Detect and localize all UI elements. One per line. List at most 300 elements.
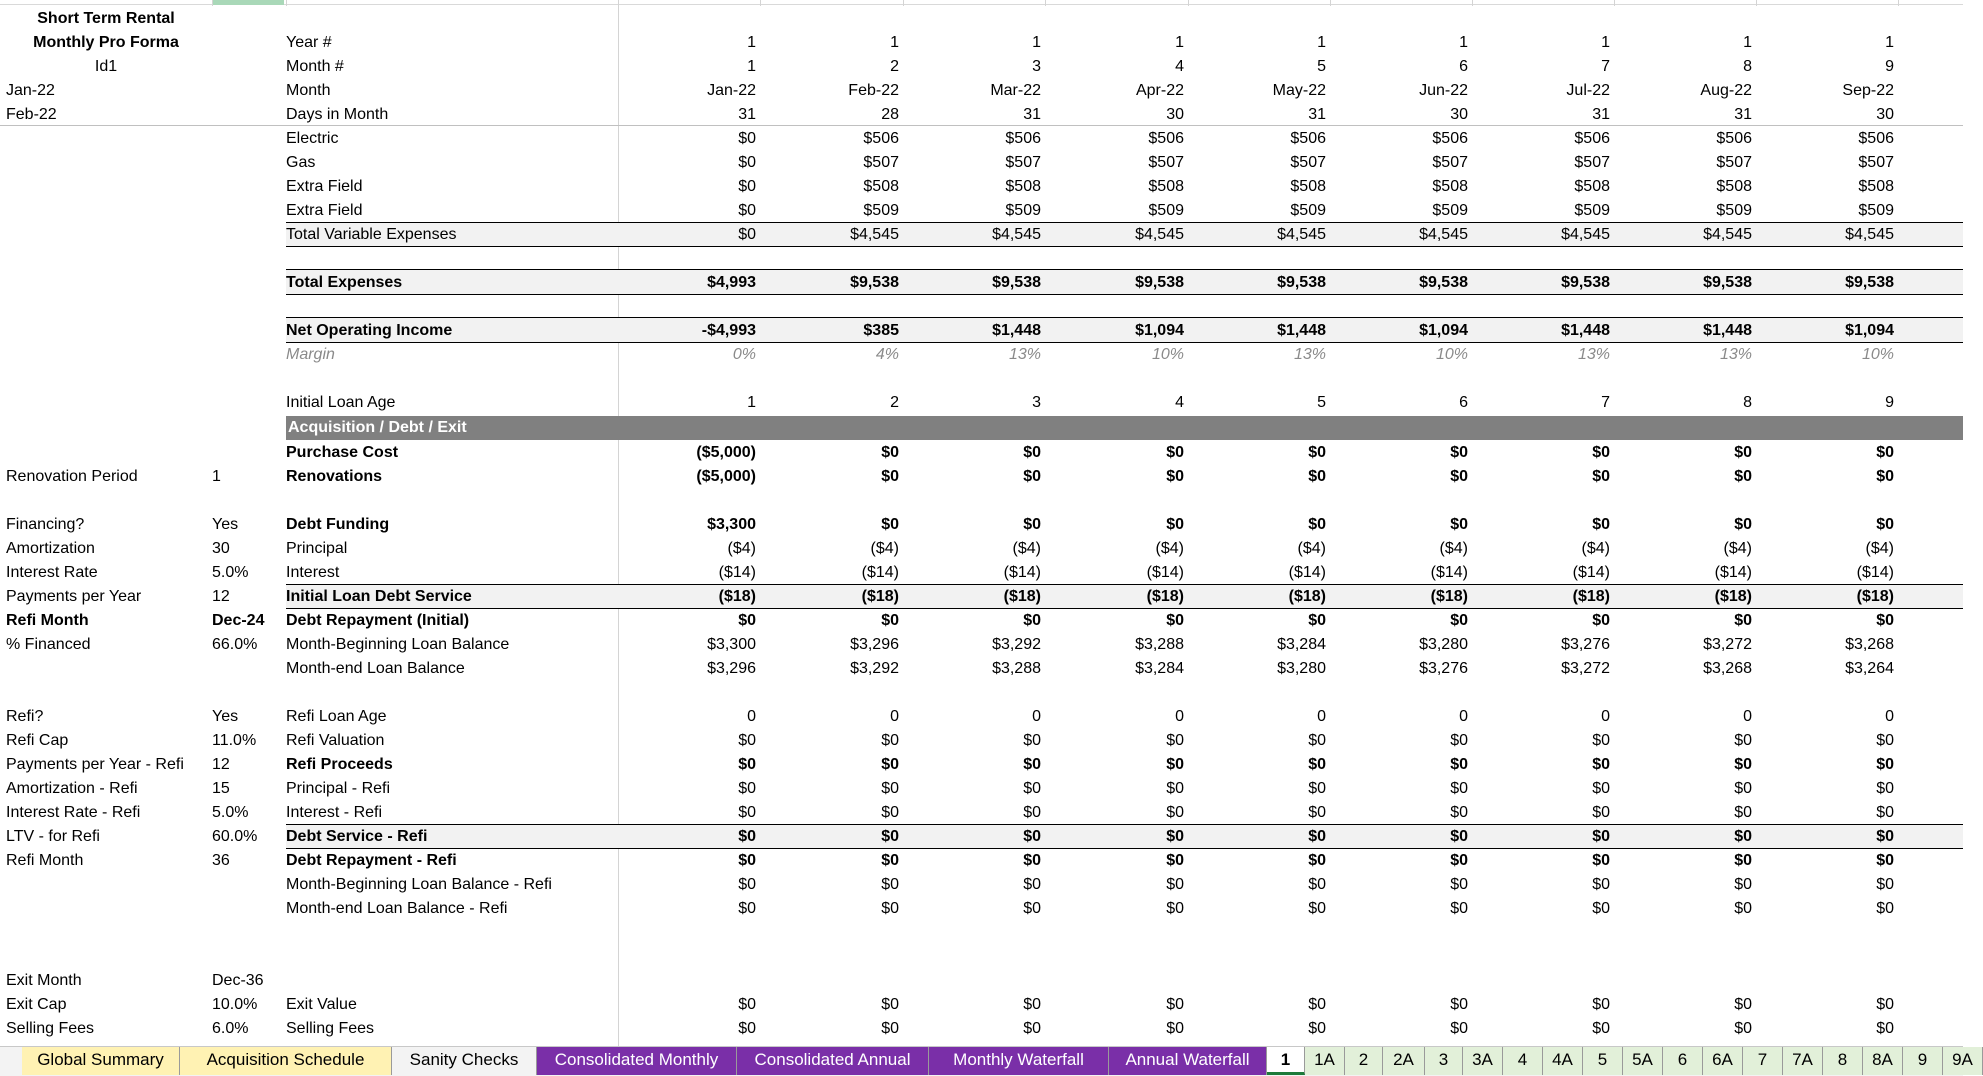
selling-fees-cell[interactable]: $0 [1308, 1020, 1326, 1037]
refi-loan-age-cell[interactable]: 0 [1743, 708, 1752, 725]
interest-refi-cell[interactable]: $0 [881, 804, 899, 821]
extra-field-2-cell[interactable]: $509 [1574, 202, 1610, 219]
debt-service-refi-cell[interactable]: $0 [1876, 828, 1894, 845]
purchase-cost-cell[interactable]: $0 [1876, 444, 1894, 461]
month-number-cell[interactable]: 1 [747, 58, 756, 75]
month-end-loan-balance-cell[interactable]: $3,280 [1277, 660, 1326, 677]
purchase-cost-cell[interactable]: $0 [881, 444, 899, 461]
margin-cell[interactable]: 13% [1008, 346, 1041, 363]
year-number-cell[interactable]: 1 [890, 34, 899, 51]
financing-value[interactable]: Yes [212, 516, 239, 533]
month-end-loan-balance-refi-cell[interactable]: $0 [1450, 900, 1468, 917]
electric-cell[interactable]: $506 [863, 130, 899, 147]
refi-valuation-cell[interactable]: $0 [1876, 732, 1894, 749]
net-operating-income-cell[interactable]: $1,094 [1135, 322, 1184, 339]
extra-field-1-cell[interactable]: $508 [1432, 178, 1468, 195]
month-beginning-loan-balance-refi-cell[interactable]: $0 [1450, 876, 1468, 893]
net-operating-income-cell[interactable]: $1,448 [1561, 322, 1610, 339]
margin-cell[interactable]: 10% [1861, 346, 1894, 363]
days-in-month-cell[interactable]: 28 [881, 106, 899, 123]
month-cell[interactable]: Mar-22 [990, 82, 1041, 99]
total-expenses-cell[interactable]: $9,538 [850, 274, 899, 291]
principal-cell[interactable]: ($4) [1865, 540, 1894, 557]
year-number-cell[interactable]: 1 [1743, 34, 1752, 51]
month-beginning-loan-balance-refi-cell[interactable]: $0 [1734, 876, 1752, 893]
month-end-loan-balance-cell[interactable]: $3,292 [850, 660, 899, 677]
month-beginning-loan-balance-refi-cell[interactable]: $0 [738, 876, 756, 893]
refi-month-value[interactable]: Dec-24 [212, 612, 265, 629]
refi-month-2-value[interactable]: 36 [212, 852, 230, 869]
total-variable-expenses-cell[interactable]: $4,545 [992, 226, 1041, 243]
sheet-tab-global-summary[interactable]: Global Summary [22, 1047, 180, 1075]
month-beginning-loan-balance-cell[interactable]: $3,276 [1561, 636, 1610, 653]
exit-value-cell[interactable]: $0 [881, 996, 899, 1013]
refi-loan-age-cell[interactable]: 0 [1317, 708, 1326, 725]
interest-refi-cell[interactable]: $0 [1166, 804, 1184, 821]
exit-month-value[interactable]: Dec-36 [212, 972, 264, 989]
extra-field-2-cell[interactable]: $509 [1432, 202, 1468, 219]
initial-loan-age-cell[interactable]: 2 [890, 394, 899, 411]
refi-proceeds-cell[interactable]: $0 [1876, 756, 1894, 773]
initial-loan-debt-service-cell[interactable]: ($18) [1856, 588, 1894, 605]
month-cell[interactable]: Aug-22 [1700, 82, 1752, 99]
debt-repayment-refi-cell[interactable]: $0 [1592, 852, 1610, 869]
margin-cell[interactable]: 0% [732, 346, 756, 363]
payments-per-year-value[interactable]: 12 [212, 588, 230, 605]
debt-repayment-initial-cell[interactable]: $0 [881, 612, 899, 629]
sheet-tab-9a[interactable]: 9A [1943, 1047, 1983, 1075]
exit-value-cell[interactable]: $0 [1308, 996, 1326, 1013]
month-beginning-loan-balance-refi-cell[interactable]: $0 [1023, 876, 1041, 893]
exit-value-cell[interactable]: $0 [1023, 996, 1041, 1013]
sheet-tab-5a[interactable]: 5A [1623, 1047, 1663, 1075]
initial-loan-age-cell[interactable]: 6 [1459, 394, 1468, 411]
year-number-cell[interactable]: 1 [1317, 34, 1326, 51]
sheet-tab-1[interactable]: 1 [1267, 1047, 1305, 1075]
debt-repayment-refi-cell[interactable]: $0 [881, 852, 899, 869]
month-end-loan-balance-refi-cell[interactable]: $0 [738, 900, 756, 917]
renovations-cell[interactable]: $0 [1308, 468, 1326, 485]
month-end-loan-balance-refi-cell[interactable]: $0 [1592, 900, 1610, 917]
principal-refi-cell[interactable]: $0 [1023, 780, 1041, 797]
principal-refi-cell[interactable]: $0 [1734, 780, 1752, 797]
interest-refi-cell[interactable]: $0 [1023, 804, 1041, 821]
exit-cap-value[interactable]: 10.0% [212, 996, 258, 1013]
sheet-tab-annual-waterfall[interactable]: Annual Waterfall [1109, 1047, 1267, 1075]
debt-repayment-initial-cell[interactable]: $0 [1166, 612, 1184, 629]
gas-cell[interactable]: $507 [1858, 154, 1894, 171]
month-beginning-loan-balance-cell[interactable]: $3,284 [1277, 636, 1326, 653]
month-beginning-loan-balance-cell[interactable]: $3,300 [707, 636, 756, 653]
sheet-tab-2[interactable]: 2 [1345, 1047, 1383, 1075]
refi-valuation-cell[interactable]: $0 [1023, 732, 1041, 749]
principal-refi-cell[interactable]: $0 [1166, 780, 1184, 797]
month-number-cell[interactable]: 8 [1743, 58, 1752, 75]
refi-valuation-cell[interactable]: $0 [1734, 732, 1752, 749]
month-cell[interactable]: Apr-22 [1135, 82, 1184, 99]
renovations-cell[interactable]: $0 [1876, 468, 1894, 485]
month-beginning-loan-balance-cell[interactable]: $3,280 [1419, 636, 1468, 653]
refi-proceeds-cell[interactable]: $0 [738, 756, 756, 773]
initial-loan-age-cell[interactable]: 8 [1743, 394, 1752, 411]
interest-cell[interactable]: ($14) [1288, 564, 1326, 581]
initial-loan-age-cell[interactable]: 7 [1601, 394, 1610, 411]
principal-refi-cell[interactable]: $0 [881, 780, 899, 797]
side-date-2[interactable]: Feb-22 [6, 106, 57, 123]
gas-cell[interactable]: $507 [1574, 154, 1610, 171]
electric-cell[interactable]: $506 [1858, 130, 1894, 147]
sheet-tab-3[interactable]: 3 [1425, 1047, 1463, 1075]
net-operating-income-cell[interactable]: $1,094 [1419, 322, 1468, 339]
debt-funding-cell[interactable]: $0 [1592, 516, 1610, 533]
extra-field-2-cell[interactable]: $0 [738, 202, 756, 219]
interest-refi-cell[interactable]: $0 [1308, 804, 1326, 821]
principal-refi-cell[interactable]: $0 [1876, 780, 1894, 797]
total-variable-expenses-cell[interactable]: $4,545 [1561, 226, 1610, 243]
gas-cell[interactable]: $507 [1148, 154, 1184, 171]
debt-repayment-refi-cell[interactable]: $0 [1166, 852, 1184, 869]
exit-value-cell[interactable]: $0 [1734, 996, 1752, 1013]
initial-loan-age-cell[interactable]: 5 [1317, 394, 1326, 411]
interest-cell[interactable]: ($14) [1146, 564, 1184, 581]
extra-field-2-cell[interactable]: $509 [1716, 202, 1752, 219]
selling-fees-cell[interactable]: $0 [1023, 1020, 1041, 1037]
electric-cell[interactable]: $506 [1574, 130, 1610, 147]
debt-service-refi-cell[interactable]: $0 [1023, 828, 1041, 845]
month-beginning-loan-balance-cell[interactable]: $3,296 [850, 636, 899, 653]
month-number-cell[interactable]: 3 [1032, 58, 1041, 75]
total-variable-expenses-cell[interactable]: $4,545 [1135, 226, 1184, 243]
extra-field-1-cell[interactable]: $508 [1574, 178, 1610, 195]
extra-field-2-cell[interactable]: $509 [863, 202, 899, 219]
electric-cell[interactable]: $506 [1290, 130, 1326, 147]
net-operating-income-cell[interactable]: $1,448 [992, 322, 1041, 339]
purchase-cost-cell[interactable]: ($5,000) [696, 444, 756, 461]
debt-funding-cell[interactable]: $0 [1308, 516, 1326, 533]
total-variable-expenses-cell[interactable]: $4,545 [1277, 226, 1326, 243]
selling-fees-cell[interactable]: $0 [1876, 1020, 1894, 1037]
margin-cell[interactable]: 10% [1435, 346, 1468, 363]
refi-proceeds-cell[interactable]: $0 [1166, 756, 1184, 773]
refi-proceeds-cell[interactable]: $0 [1734, 756, 1752, 773]
month-number-cell[interactable]: 5 [1317, 58, 1326, 75]
days-in-month-cell[interactable]: 31 [1592, 106, 1610, 123]
renovations-cell[interactable]: $0 [1450, 468, 1468, 485]
debt-repayment-initial-cell[interactable]: $0 [1876, 612, 1894, 629]
principal-refi-cell[interactable]: $0 [738, 780, 756, 797]
amortization-value[interactable]: 30 [212, 540, 230, 557]
debt-service-refi-cell[interactable]: $0 [738, 828, 756, 845]
sheet-tab-7[interactable]: 7 [1743, 1047, 1783, 1075]
interest-refi-cell[interactable]: $0 [738, 804, 756, 821]
principal-cell[interactable]: ($4) [1723, 540, 1752, 557]
pct-financed-value[interactable]: 66.0% [212, 636, 258, 653]
extra-field-2-cell[interactable]: $509 [1148, 202, 1184, 219]
renovations-cell[interactable]: $0 [1734, 468, 1752, 485]
debt-funding-cell[interactable]: $0 [1450, 516, 1468, 533]
sheet-tab-consolidated-annual[interactable]: Consolidated Annual [737, 1047, 929, 1075]
amortization-refi-value[interactable]: 15 [212, 780, 230, 797]
month-beginning-loan-balance-cell[interactable]: $3,272 [1703, 636, 1752, 653]
selling-fees-cell[interactable]: $0 [1592, 1020, 1610, 1037]
debt-repayment-initial-cell[interactable]: $0 [738, 612, 756, 629]
total-expenses-cell[interactable]: $4,993 [707, 274, 756, 291]
initial-loan-age-cell[interactable]: 4 [1175, 394, 1184, 411]
month-number-cell[interactable]: 9 [1885, 58, 1894, 75]
total-expenses-cell[interactable]: $9,538 [1561, 274, 1610, 291]
debt-funding-cell[interactable]: $0 [1876, 516, 1894, 533]
interest-cell[interactable]: ($14) [1856, 564, 1894, 581]
year-number-cell[interactable]: 1 [747, 34, 756, 51]
interest-rate-refi-value[interactable]: 5.0% [212, 804, 249, 821]
month-end-loan-balance-cell[interactable]: $3,288 [992, 660, 1041, 677]
interest-cell[interactable]: ($14) [1430, 564, 1468, 581]
debt-repayment-initial-cell[interactable]: $0 [1023, 612, 1041, 629]
debt-repayment-refi-cell[interactable]: $0 [1023, 852, 1041, 869]
principal-cell[interactable]: ($4) [870, 540, 899, 557]
interest-refi-cell[interactable]: $0 [1450, 804, 1468, 821]
debt-funding-cell[interactable]: $3,300 [707, 516, 756, 533]
debt-repayment-initial-cell[interactable]: $0 [1734, 612, 1752, 629]
interest-cell[interactable]: ($14) [1714, 564, 1752, 581]
month-cell[interactable]: Sep-22 [1842, 82, 1894, 99]
refi-valuation-cell[interactable]: $0 [881, 732, 899, 749]
margin-cell[interactable]: 10% [1151, 346, 1184, 363]
sheet-tab-monthly-waterfall[interactable]: Monthly Waterfall [929, 1047, 1109, 1075]
purchase-cost-cell[interactable]: $0 [1450, 444, 1468, 461]
month-end-loan-balance-cell[interactable]: $3,284 [1135, 660, 1184, 677]
month-end-loan-balance-refi-cell[interactable]: $0 [1023, 900, 1041, 917]
year-number-cell[interactable]: 1 [1032, 34, 1041, 51]
initial-loan-debt-service-cell[interactable]: ($18) [1288, 588, 1326, 605]
month-end-loan-balance-cell[interactable]: $3,264 [1845, 660, 1894, 677]
days-in-month-cell[interactable]: 31 [1308, 106, 1326, 123]
total-expenses-cell[interactable]: $9,538 [1277, 274, 1326, 291]
sheet-tab-8a[interactable]: 8A [1863, 1047, 1903, 1075]
refi-loan-age-cell[interactable]: 0 [1885, 708, 1894, 725]
initial-loan-debt-service-cell[interactable]: ($18) [718, 588, 756, 605]
days-in-month-cell[interactable]: 31 [738, 106, 756, 123]
month-beginning-loan-balance-cell[interactable]: $3,268 [1845, 636, 1894, 653]
gas-cell[interactable]: $507 [1290, 154, 1326, 171]
exit-value-cell[interactable]: $0 [1166, 996, 1184, 1013]
exit-value-cell[interactable]: $0 [738, 996, 756, 1013]
total-expenses-cell[interactable]: $9,538 [992, 274, 1041, 291]
gas-cell[interactable]: $507 [1432, 154, 1468, 171]
principal-cell[interactable]: ($4) [1155, 540, 1184, 557]
initial-loan-debt-service-cell[interactable]: ($18) [1430, 588, 1468, 605]
extra-field-1-cell[interactable]: $508 [1005, 178, 1041, 195]
sheet-tab-consolidated-monthly[interactable]: Consolidated Monthly [537, 1047, 737, 1075]
debt-service-refi-cell[interactable]: $0 [1592, 828, 1610, 845]
refi-cap-value[interactable]: 11.0% [212, 732, 257, 749]
extra-field-1-cell[interactable]: $508 [1716, 178, 1752, 195]
exit-value-cell[interactable]: $0 [1450, 996, 1468, 1013]
initial-loan-age-cell[interactable]: 9 [1885, 394, 1894, 411]
days-in-month-cell[interactable]: 30 [1166, 106, 1184, 123]
principal-cell[interactable]: ($4) [1297, 540, 1326, 557]
initial-loan-debt-service-cell[interactable]: ($18) [1146, 588, 1184, 605]
purchase-cost-cell[interactable]: $0 [1166, 444, 1184, 461]
month-end-loan-balance-refi-cell[interactable]: $0 [1166, 900, 1184, 917]
month-beginning-loan-balance-cell[interactable]: $3,292 [992, 636, 1041, 653]
refi-valuation-cell[interactable]: $0 [1166, 732, 1184, 749]
month-cell[interactable]: May-22 [1272, 82, 1326, 99]
month-beginning-loan-balance-refi-cell[interactable]: $0 [1592, 876, 1610, 893]
principal-cell[interactable]: ($4) [1581, 540, 1610, 557]
refi-loan-age-cell[interactable]: 0 [1175, 708, 1184, 725]
extra-field-1-cell[interactable]: $508 [1290, 178, 1326, 195]
month-number-cell[interactable]: 7 [1601, 58, 1610, 75]
sheet-tab-sanity-checks[interactable]: Sanity Checks [392, 1047, 537, 1075]
sheet-tab-9[interactable]: 9 [1903, 1047, 1943, 1075]
month-end-loan-balance-refi-cell[interactable]: $0 [1876, 900, 1894, 917]
refi-valuation-cell[interactable]: $0 [1308, 732, 1326, 749]
principal-cell[interactable]: ($4) [727, 540, 756, 557]
electric-cell[interactable]: $506 [1148, 130, 1184, 147]
month-beginning-loan-balance-refi-cell[interactable]: $0 [1166, 876, 1184, 893]
refi-loan-age-cell[interactable]: 0 [890, 708, 899, 725]
renovations-cell[interactable]: $0 [881, 468, 899, 485]
gas-cell[interactable]: $507 [863, 154, 899, 171]
initial-loan-debt-service-cell[interactable]: ($18) [861, 588, 899, 605]
net-operating-income-cell[interactable]: $1,094 [1845, 322, 1894, 339]
interest-refi-cell[interactable]: $0 [1876, 804, 1894, 821]
selling-fees-cell[interactable]: $0 [1734, 1020, 1752, 1037]
debt-service-refi-cell[interactable]: $0 [1734, 828, 1752, 845]
month-number-cell[interactable]: 6 [1459, 58, 1468, 75]
month-beginning-loan-balance-refi-cell[interactable]: $0 [881, 876, 899, 893]
refi-loan-age-cell[interactable]: 0 [1032, 708, 1041, 725]
month-end-loan-balance-cell[interactable]: $3,296 [707, 660, 756, 677]
extra-field-1-cell[interactable]: $0 [738, 178, 756, 195]
net-operating-income-cell[interactable]: -$4,993 [701, 322, 756, 339]
initial-loan-debt-service-cell[interactable]: ($18) [1003, 588, 1041, 605]
refi-valuation-cell[interactable]: $0 [738, 732, 756, 749]
total-variable-expenses-cell[interactable]: $4,545 [1419, 226, 1468, 243]
selling-fees-cell[interactable]: $0 [738, 1020, 756, 1037]
total-variable-expenses-cell[interactable]: $0 [738, 226, 756, 243]
year-number-cell[interactable]: 1 [1885, 34, 1894, 51]
days-in-month-cell[interactable]: 31 [1734, 106, 1752, 123]
principal-refi-cell[interactable]: $0 [1308, 780, 1326, 797]
debt-funding-cell[interactable]: $0 [1734, 516, 1752, 533]
electric-cell[interactable]: $0 [738, 130, 756, 147]
month-end-loan-balance-refi-cell[interactable]: $0 [881, 900, 899, 917]
month-end-loan-balance-cell[interactable]: $3,272 [1561, 660, 1610, 677]
margin-cell[interactable]: 13% [1293, 346, 1326, 363]
electric-cell[interactable]: $506 [1716, 130, 1752, 147]
net-operating-income-cell[interactable]: $1,448 [1277, 322, 1326, 339]
extra-field-1-cell[interactable]: $508 [1858, 178, 1894, 195]
total-variable-expenses-cell[interactable]: $4,545 [1845, 226, 1894, 243]
total-variable-expenses-cell[interactable]: $4,545 [1703, 226, 1752, 243]
debt-funding-cell[interactable]: $0 [1023, 516, 1041, 533]
sheet-tab-5[interactable]: 5 [1583, 1047, 1623, 1075]
debt-repayment-refi-cell[interactable]: $0 [1876, 852, 1894, 869]
initial-loan-age-cell[interactable]: 1 [747, 394, 756, 411]
month-cell[interactable]: Feb-22 [848, 82, 899, 99]
debt-repayment-initial-cell[interactable]: $0 [1450, 612, 1468, 629]
month-number-cell[interactable]: 2 [890, 58, 899, 75]
month-cell[interactable]: Jul-22 [1566, 82, 1610, 99]
net-operating-income-cell[interactable]: $1,448 [1703, 322, 1752, 339]
month-end-loan-balance-refi-cell[interactable]: $0 [1308, 900, 1326, 917]
exit-value-cell[interactable]: $0 [1592, 996, 1610, 1013]
sheet-tab-6a[interactable]: 6A [1703, 1047, 1743, 1075]
ltv-refi-value[interactable]: 60.0% [212, 828, 258, 845]
sheet-tab-6[interactable]: 6 [1663, 1047, 1703, 1075]
principal-cell[interactable]: ($4) [1439, 540, 1468, 557]
sheet-tab-7a[interactable]: 7A [1783, 1047, 1823, 1075]
interest-cell[interactable]: ($14) [861, 564, 899, 581]
debt-repayment-refi-cell[interactable]: $0 [738, 852, 756, 869]
initial-loan-debt-service-cell[interactable]: ($18) [1714, 588, 1752, 605]
interest-cell[interactable]: ($14) [718, 564, 756, 581]
debt-service-refi-cell[interactable]: $0 [1166, 828, 1184, 845]
renovations-cell[interactable]: ($5,000) [696, 468, 756, 485]
extra-field-1-cell[interactable]: $508 [1148, 178, 1184, 195]
year-number-cell[interactable]: 1 [1175, 34, 1184, 51]
sheet-tab-2a[interactable]: 2A [1383, 1047, 1425, 1075]
month-number-cell[interactable]: 4 [1175, 58, 1184, 75]
sheet-tab-acquisition-schedule[interactable]: Acquisition Schedule [180, 1047, 392, 1075]
days-in-month-cell[interactable]: 31 [1023, 106, 1041, 123]
year-number-cell[interactable]: 1 [1459, 34, 1468, 51]
debt-repayment-refi-cell[interactable]: $0 [1734, 852, 1752, 869]
refi-valuation-cell[interactable]: $0 [1592, 732, 1610, 749]
debt-funding-cell[interactable]: $0 [881, 516, 899, 533]
debt-service-refi-cell[interactable]: $0 [1450, 828, 1468, 845]
refi-proceeds-cell[interactable]: $0 [881, 756, 899, 773]
extra-field-2-cell[interactable]: $509 [1858, 202, 1894, 219]
extra-field-1-cell[interactable]: $508 [863, 178, 899, 195]
month-beginning-loan-balance-refi-cell[interactable]: $0 [1876, 876, 1894, 893]
extra-field-2-cell[interactable]: $509 [1005, 202, 1041, 219]
month-beginning-loan-balance-cell[interactable]: $3,288 [1135, 636, 1184, 653]
renovations-cell[interactable]: $0 [1166, 468, 1184, 485]
interest-refi-cell[interactable]: $0 [1592, 804, 1610, 821]
month-cell[interactable]: Jun-22 [1419, 82, 1468, 99]
extra-field-2-cell[interactable]: $509 [1290, 202, 1326, 219]
month-cell[interactable]: Jan-22 [707, 82, 756, 99]
payments-per-year-refi-value[interactable]: 12 [212, 756, 230, 773]
refi-loan-age-cell[interactable]: 0 [747, 708, 756, 725]
total-expenses-cell[interactable]: $9,538 [1135, 274, 1184, 291]
gas-cell[interactable]: $507 [1716, 154, 1752, 171]
sheet-tab-4[interactable]: 4 [1503, 1047, 1543, 1075]
renovations-cell[interactable]: $0 [1592, 468, 1610, 485]
gas-cell[interactable]: $507 [1005, 154, 1041, 171]
interest-cell[interactable]: ($14) [1572, 564, 1610, 581]
side-date-1[interactable]: Jan-22 [6, 82, 55, 99]
year-number-cell[interactable]: 1 [1601, 34, 1610, 51]
margin-cell[interactable]: 13% [1719, 346, 1752, 363]
refi-value[interactable]: Yes [212, 708, 239, 725]
debt-service-refi-cell[interactable]: $0 [881, 828, 899, 845]
interest-rate-value[interactable]: 5.0% [212, 564, 249, 581]
sheet-tab-1a[interactable]: 1A [1305, 1047, 1345, 1075]
debt-service-refi-cell[interactable]: $0 [1308, 828, 1326, 845]
month-end-loan-balance-cell[interactable]: $3,276 [1419, 660, 1468, 677]
days-in-month-cell[interactable]: 30 [1876, 106, 1894, 123]
renovations-cell[interactable]: $0 [1023, 468, 1041, 485]
gas-cell[interactable]: $0 [738, 154, 756, 171]
refi-proceeds-cell[interactable]: $0 [1023, 756, 1041, 773]
sheet-tab-4a[interactable]: 4A [1543, 1047, 1583, 1075]
sheet-tab-3a[interactable]: 3A [1463, 1047, 1503, 1075]
total-expenses-cell[interactable]: $9,538 [1845, 274, 1894, 291]
